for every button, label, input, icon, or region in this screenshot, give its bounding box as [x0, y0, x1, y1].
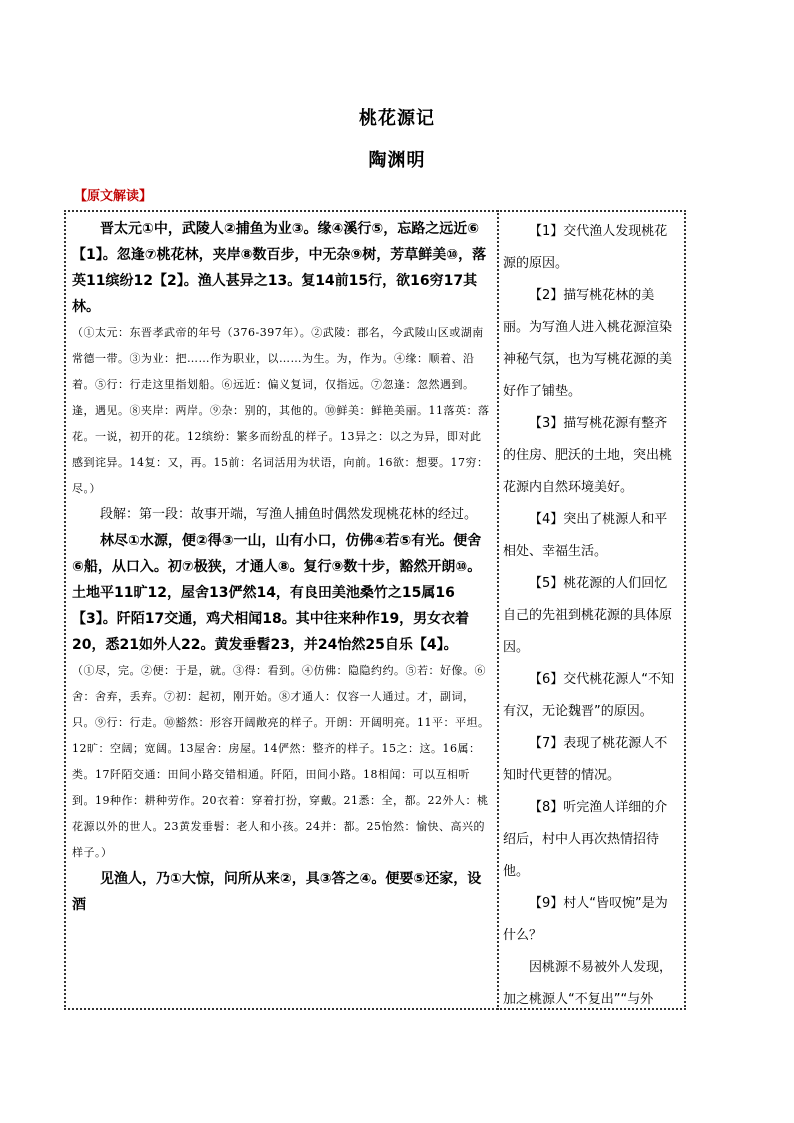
text-paragraph-2: 林尽①水源，便②得③一山，山有小口，仿佛④若⑤有光。便舍⑥船，从口入。初⑦极狭，才通人⑧。复行⑨数十步，豁然开朗⑩。土地平11旷12，屋舍13俨然14，有良田美池桑竹之15属16【3】。阡陌17交通，鸡犬相闻18。其中往来种作19，男女衣着20，悉21如外人22。黄发垂髫23，并24怡然25自乐【4】。: [72, 533, 482, 653]
page-title: 桃花源记: [359, 108, 435, 129]
original-text-column: [72, 216, 492, 918]
comment-8: 【8】听完渔人详细的介绍后，村中人再次热情招待他。: [503, 800, 668, 879]
comment-6: 【6】交代桃花源人“不知有汉，无论魏晋”的原因。: [503, 672, 675, 719]
section-label: 【原文解读】: [74, 189, 153, 204]
comment-1: 【1】交代渔人发现桃花源的原因。: [503, 224, 668, 271]
comment-5: 【5】桃花源的人们回忆自己的先祖到桃花源的具体原因。: [503, 576, 673, 655]
comment-9: 【9】村人“皆叹惋”是为什么？: [503, 896, 668, 943]
annotation-1: （①太元：东晋孝武帝的年号（376-397年）。②武陵：郡名，今武陵山区或湖南常德一带。③为业：把……作为职业，以……为生。为，作为。④缘：顺着、沿着。⑤行：行走这里指划船。⑥远近：偏义复词，仅指远。⑦忽逢：忽然遇到。逢，遇见。⑧夹岸：两岸。⑨杂：别的，其他的。⑩鲜美：鲜艳美丽。11落英：落花。一说，初开的花。12缤纷：繁多而纷乱的样子。13异之：以之为异，即对此感到诧异。14复：又，再。15前：名词活用为状语，向前。16欲：想要。17穷：尽。）: [72, 326, 490, 495]
comment-9-answer: 因桃源不易被外人发现，加之桃源人“不复出”“与外: [503, 960, 673, 1007]
comment-7: 【7】表现了桃花源人不知时代更替的情况。: [503, 736, 668, 783]
author-name: 陶渊明: [368, 150, 426, 171]
text-paragraph-1: 晋太元①中，武陵人②捕鱼为业③。缘④溪行⑤，忘路之远近⑥【1】。忽逢⑦桃花林，夹岸⑧数百步，中无杂⑨树，芳草鲜美⑩，落英11缤纷12【2】。渔人甚异之13。复14前15行，欲16穷17其林。: [72, 221, 487, 315]
comment-4: 【4】突出了桃源人和平相处、幸福生活。: [503, 512, 668, 559]
annotation-2: （①尽，完。②便：于是，就。③得：看到。④仿佛：隐隐约约。⑤若：好像。⑥舍：舍弃，丢弃。⑦初：起初，刚开始。⑧才通人：仅容一人通过。才，副词，只。⑨行：行走。⑩豁然：形容开阔敞亮的样子。开朗：开阔明亮。11平：平坦。12旷：空阔；宽阔。13屋舍：房屋。14俨然：整齐的样子。15之：这。16属：类。17阡陌交通：田间小路交错相通。阡陌，田间小路。18相闻：可以互相听到。19种作：耕种劳作。20衣着：穿着打扮，穿戴。21悉：全，都。22外人：桃花源以外的世人。23黄发垂髫：老人和小孩。24并：都。25怡然：愉快、高兴的样子。）: [72, 664, 490, 859]
comment-2: 【2】描写桃花林的美丽。为写渔人进入桃花源渲染神秘气氛，也为写桃花源的美好作了铺垫。: [503, 288, 673, 399]
comment-3: 【3】描写桃花源有整齐的住房、肥沃的土地，突出桃花源内自然环境美好。: [503, 416, 673, 495]
text-paragraph-3: 见渔人，乃①大惊，问所从来②，具③答之④。便要⑤还家，设酒: [72, 871, 482, 913]
paragraph-summary: 段解：第一段：故事开端，写渔人捕鱼时偶然发现桃花林的经过。: [100, 507, 478, 522]
column-divider: [497, 210, 499, 1010]
commentary-column: [503, 216, 679, 1016]
